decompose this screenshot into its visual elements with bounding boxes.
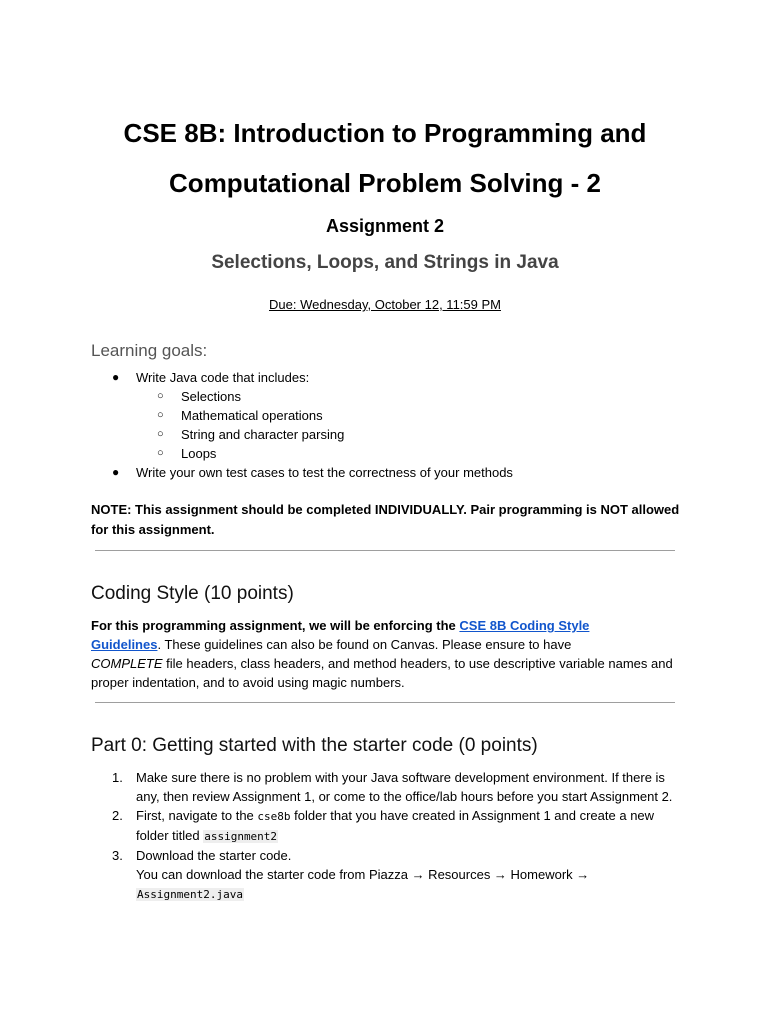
title-line-1: CSE 8B: Introduction to Programming and <box>123 118 647 148</box>
learning-goals-heading: Learning goals: <box>91 341 208 360</box>
title-line-2: Computational Problem Solving - 2 <box>169 168 601 198</box>
list-item: ● Write your own test cases to test the correctness of your methods <box>112 465 513 480</box>
individual-note: NOTE: This assignment should be completed INDIVIDUALLY. Pair programming is NOT allowed for this assignment. <box>91 502 680 537</box>
part0-steps <box>91 768 681 904</box>
list-item: ● Write Java code that includes: <box>112 370 310 385</box>
hollow-bullet-icon: ○ <box>157 390 164 402</box>
divider <box>95 550 675 551</box>
list-item: ○ String and character parsing <box>157 427 345 442</box>
assignment-number: Assignment 2 <box>325 216 445 236</box>
due-date: Due: Wednesday, October 12, 11:59 PM <box>269 297 501 312</box>
list-item: 2. First, navigate to the cse8b folder that you have created in Assignment 1 and create a new folder titled assignment2 <box>112 808 655 843</box>
bullet-icon: ● <box>112 370 120 384</box>
part0-heading: Part 0: Getting started with the starter code (0 points) <box>91 735 538 756</box>
hollow-bullet-icon: ○ <box>157 447 164 459</box>
code-new-folder: assignment2 <box>204 830 278 843</box>
code-folder-name: cse8b <box>257 810 291 823</box>
list-item: ○ Loops <box>157 446 217 461</box>
bullet-icon: ● <box>112 465 120 479</box>
divider <box>95 702 675 703</box>
document-title <box>60 108 710 208</box>
list-item: ○ Mathematical operations <box>157 408 323 423</box>
coding-style-heading: Coding Style (10 points) <box>91 583 294 604</box>
coding-style-paragraph: For this programming assignment, we will be enforcing the CSE 8B Coding Style Guidelines. These guidelines can also be found on Canvas. Please ensure to have COMPLETE file headers, class headers, and method headers, to use descriptive variable names and proper indentation, and to avoid using magic numbers. <box>91 618 673 690</box>
hollow-bullet-icon: ○ <box>157 409 164 421</box>
list-item: ○ Selections <box>157 389 241 404</box>
list-item: 3. Download the starter code. You can download the starter code from Piazza → Resources → Homework → Assignment2.java <box>112 848 590 901</box>
hollow-bullet-icon: ○ <box>157 428 164 440</box>
coding-style-guidelines-link[interactable]: CSE 8B Coding Style Guidelines <box>91 618 590 652</box>
code-starter-file: Assignment2.java <box>137 888 243 901</box>
assignment-topic: Selections, Loops, and Strings in Java <box>211 252 559 273</box>
list-item: 1. Make sure there is no problem with your Java software development environment. If there is any, then review Assignment 1, or come to the office/lab hours before you start Assignment 2. <box>112 770 673 804</box>
learning-goals-list <box>91 368 691 482</box>
